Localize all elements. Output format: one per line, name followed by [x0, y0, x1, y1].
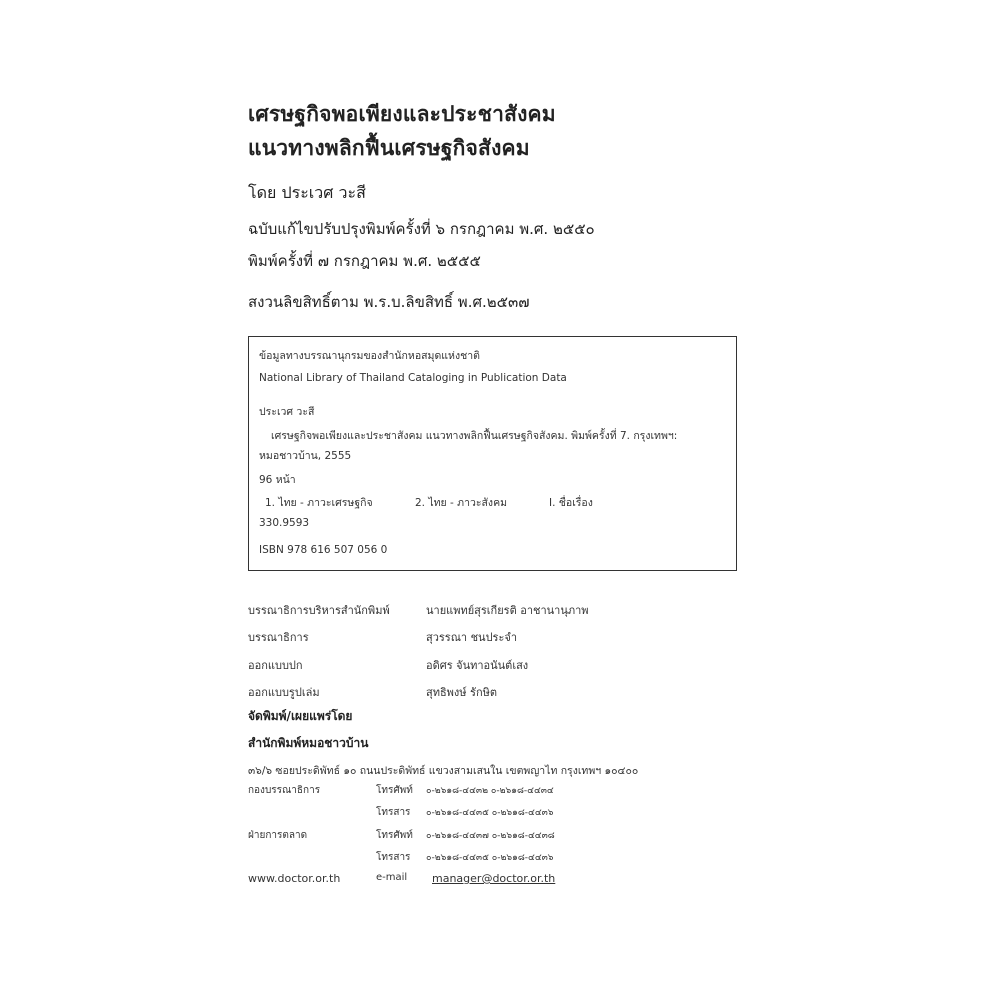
email-link[interactable]: manager@doctor.or.th [432, 872, 556, 885]
email-label: e-mail [376, 872, 408, 883]
cip-entry-line-2: หมอชาวบ้าน, 2555 [259, 450, 352, 462]
printing-edition: พิมพ์ครั้งที่ ๗ กรกฎาคม พ.ศ. ๒๕๕๕ [248, 252, 481, 270]
cip-pages: 96 หน้า [259, 474, 296, 486]
book-title-line-1: เศรษฐกิจพอเพียงและประชาสังคม [248, 102, 556, 126]
editorial-tel-numbers: ๐-๒๖๑๘-๔๔๓๒ ๐-๒๖๑๘-๔๔๓๔ [426, 786, 554, 796]
staff-role: บรรณาธิการบริหารสำนักพิมพ์ [248, 604, 390, 617]
editorial-fax-label: โทรสาร [376, 807, 411, 818]
staff-name: สุทธิพงษ์ รักษิต [426, 686, 498, 699]
copyright-notice: สงวนลิขสิทธิ์ตาม พ.ร.บ.ลิขสิทธิ์ พ.ศ.๒๕๓๗ [248, 293, 530, 311]
staff-role: บรรณาธิการ [248, 631, 309, 644]
publisher-name: สำนักพิมพ์หมอชาวบ้าน [248, 736, 369, 750]
staff-name: นายแพทย์สุรเกียรติ อาชานานุภาพ [426, 604, 589, 617]
cip-author: ประเวศ วะสี [259, 406, 315, 418]
cip-subject-1: 1. ไทย - ภาวะเศรษฐกิจ [265, 497, 373, 509]
publisher-label: จัดพิมพ์/เผยแพร่โดย [248, 709, 353, 723]
cip-classification: 330.9593 [259, 517, 310, 529]
cip-subject-3: I. ชื่อเรื่อง [549, 497, 593, 509]
edition-revised: ฉบับแก้ไขปรับปรุงพิมพ์ครั้งที่ ๖ กรกฎาคม พ.ศ. ๒๕๕๐ [248, 220, 595, 238]
marketing-fax-label: โทรสาร [376, 852, 411, 863]
staff-role: ออกแบบรูปเล่ม [248, 686, 320, 699]
marketing-fax-numbers: ๐-๒๖๑๘-๔๔๓๕ ๐-๒๖๑๘-๔๔๓๖ [426, 853, 554, 863]
book-title-line-2: แนวทางพลิกฟื้นเศรษฐกิจสังคม [248, 136, 530, 160]
editorial-dept-label: กองบรรณาธิการ [248, 785, 321, 796]
cip-data-box [248, 336, 737, 571]
staff-role: ออกแบบปก [248, 659, 303, 672]
staff-name: อดิศร จันทาอนันต์เสง [426, 659, 529, 672]
author-line: โดย ประเวศ วะสี [248, 183, 366, 202]
publisher-address: ๓๖/๖ ซอยประดิพัทธ์ ๑๐ ถนนประดิพัทธ์ แขวงสามเสนใน เขตพญาไท กรุงเทพฯ ๑๐๔๐๐ [248, 765, 639, 777]
marketing-dept-label: ฝ่ายการตลาด [248, 830, 308, 841]
cip-entry-line-1: เศรษฐกิจพอเพียงและประชาสังคม แนวทางพลิกฟื้นเศรษฐกิจสังคม. พิมพ์ครั้งที่ 7. กรุงเทพฯ: [271, 430, 678, 442]
website-link[interactable]: www.doctor.or.th [248, 872, 341, 885]
marketing-tel-numbers: ๐-๒๖๑๘-๔๔๓๗ ๐-๒๖๑๘-๔๔๓๘ [426, 831, 555, 841]
cip-subject-2: 2. ไทย - ภาวะสังคม [415, 497, 508, 509]
cip-isbn: ISBN 978 616 507 056 0 [259, 544, 388, 556]
marketing-tel-label: โทรศัพท์ [376, 830, 413, 841]
editorial-fax-numbers: ๐-๒๖๑๘-๔๔๓๕ ๐-๒๖๑๘-๔๔๓๖ [426, 808, 554, 818]
staff-name: สุวรรณา ชนประจำ [426, 631, 517, 644]
cip-heading-thai: ข้อมูลทางบรรณานุกรมของสำนักหอสมุดแห่งชาติ [259, 350, 480, 362]
editorial-tel-label: โทรศัพท์ [376, 785, 413, 796]
cip-heading-english: National Library of Thailand Cataloging in Publication Data [259, 372, 567, 384]
